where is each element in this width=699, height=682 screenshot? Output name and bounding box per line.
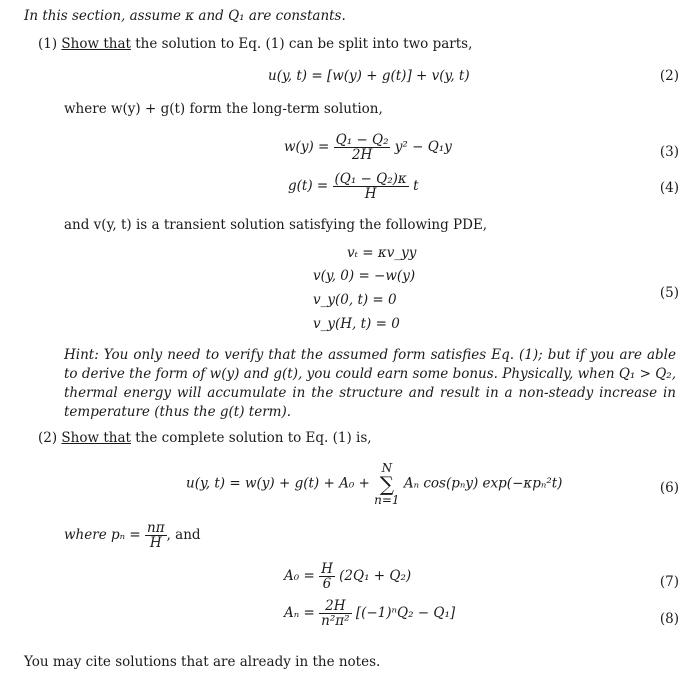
equation-3-rest: y² − Q₁y bbox=[394, 139, 452, 156]
equation-8-rest: [(−1)ⁿQ₂ − Q₁] bbox=[355, 605, 456, 622]
equation-7 bbox=[284, 562, 411, 591]
equation-8-denominator: n²π² bbox=[321, 613, 350, 630]
equation-8-number: (8) bbox=[659, 611, 679, 627]
part1-number: (1) bbox=[38, 36, 58, 52]
equation-3-number: (3) bbox=[659, 144, 679, 160]
equation-4-number: (4) bbox=[659, 180, 679, 196]
equation-8-numerator: 2H bbox=[319, 599, 351, 614]
equation-4 bbox=[288, 172, 419, 201]
part1-show-that: Show that bbox=[61, 36, 131, 52]
summation-sign: ∑ bbox=[379, 472, 394, 496]
pde-line-4: v_y(H, t) = 0 bbox=[313, 316, 400, 332]
equation-6-lhs: u(y, t) = w(y) + g(t) + A₀ + bbox=[186, 475, 370, 492]
equation-7-fraction bbox=[319, 562, 335, 591]
equation-7-numerator: H bbox=[321, 561, 333, 577]
equation-8-fraction bbox=[319, 599, 351, 628]
pn-denominator: H bbox=[149, 535, 162, 552]
part1-heading bbox=[38, 36, 472, 52]
equation-8 bbox=[284, 599, 455, 628]
summation bbox=[374, 462, 399, 506]
equation-4-rest: t bbox=[413, 178, 419, 195]
intro-text: In this section, assume κ and Q₁ are constants. bbox=[24, 8, 346, 24]
equation-3-denominator: 2H bbox=[351, 147, 373, 164]
footer-note: You may cite solutions that are already in the notes. bbox=[24, 654, 381, 670]
equation-5-number: (5) bbox=[659, 285, 679, 301]
pn-numerator: nπ bbox=[147, 520, 165, 536]
summation-upper: N bbox=[381, 461, 393, 475]
equation-7-denominator: 6 bbox=[322, 576, 332, 593]
part2-heading-rest: the complete solution to Eq. (1) is, bbox=[130, 430, 372, 446]
part2-where-text bbox=[64, 521, 201, 550]
equation-3 bbox=[284, 133, 452, 162]
equation-4-numerator: (Q₁ − Q₂)κ bbox=[334, 171, 407, 187]
equation-6 bbox=[186, 462, 562, 506]
equation-6-number: (6) bbox=[659, 480, 679, 496]
equation-6-rest: Aₙ cos(pₙy) exp(−κpₙ²t) bbox=[403, 475, 563, 492]
equation-3-fraction bbox=[334, 133, 391, 162]
equation-8-lhs: Aₙ = bbox=[284, 605, 315, 622]
equation-7-rest: (2Q₁ + Q₂) bbox=[339, 568, 412, 585]
part2-show-that: Show that bbox=[61, 430, 131, 446]
where-pn-lhs: where pₙ = bbox=[64, 527, 141, 544]
pde-line-2: v(y, 0) = −w(y) bbox=[313, 268, 416, 284]
part2-heading bbox=[38, 430, 372, 446]
pn-fraction bbox=[145, 521, 167, 550]
part2-number: (2) bbox=[38, 430, 58, 446]
where-pn-post: , and bbox=[166, 527, 201, 544]
part1-where-text: where w(y) + g(t) form the long-term solution, bbox=[64, 101, 383, 117]
equation-7-number: (7) bbox=[659, 574, 679, 590]
summation-lower: n=1 bbox=[374, 493, 400, 507]
equation-3-lhs: w(y) = bbox=[284, 139, 330, 156]
part1-heading-rest: the solution to Eq. (1) can be split into two parts, bbox=[130, 36, 473, 52]
equation-2-number: (2) bbox=[659, 68, 679, 84]
equation-4-fraction bbox=[333, 172, 409, 201]
pde-line-1: vₜ = κv_yy bbox=[347, 245, 417, 261]
pde-line-3: v_y(0, t) = 0 bbox=[313, 292, 397, 308]
equation-4-lhs: g(t) = bbox=[288, 178, 329, 195]
equation-4-denominator: H bbox=[364, 186, 377, 203]
equation-2: u(y, t) = [w(y) + g(t)] + v(y, t) bbox=[268, 68, 470, 84]
equation-7-lhs: A₀ = bbox=[284, 568, 315, 585]
hint-paragraph: Hint: You only need to verify that the assumed form satisfies Eq. (1); but if you are able to derive the form of w(y) and g(t), you could earn some bonus. Physically, when Q₁ > Q₂, thermal energy will accumulate in the structure and result in a non-steady increase in temperature (thus the g(t) term). bbox=[64, 347, 676, 420]
part1-and-text: and v(y, t) is a transient solution satisfying the following PDE, bbox=[64, 217, 488, 233]
equation-3-numerator: Q₁ − Q₂ bbox=[335, 132, 389, 148]
